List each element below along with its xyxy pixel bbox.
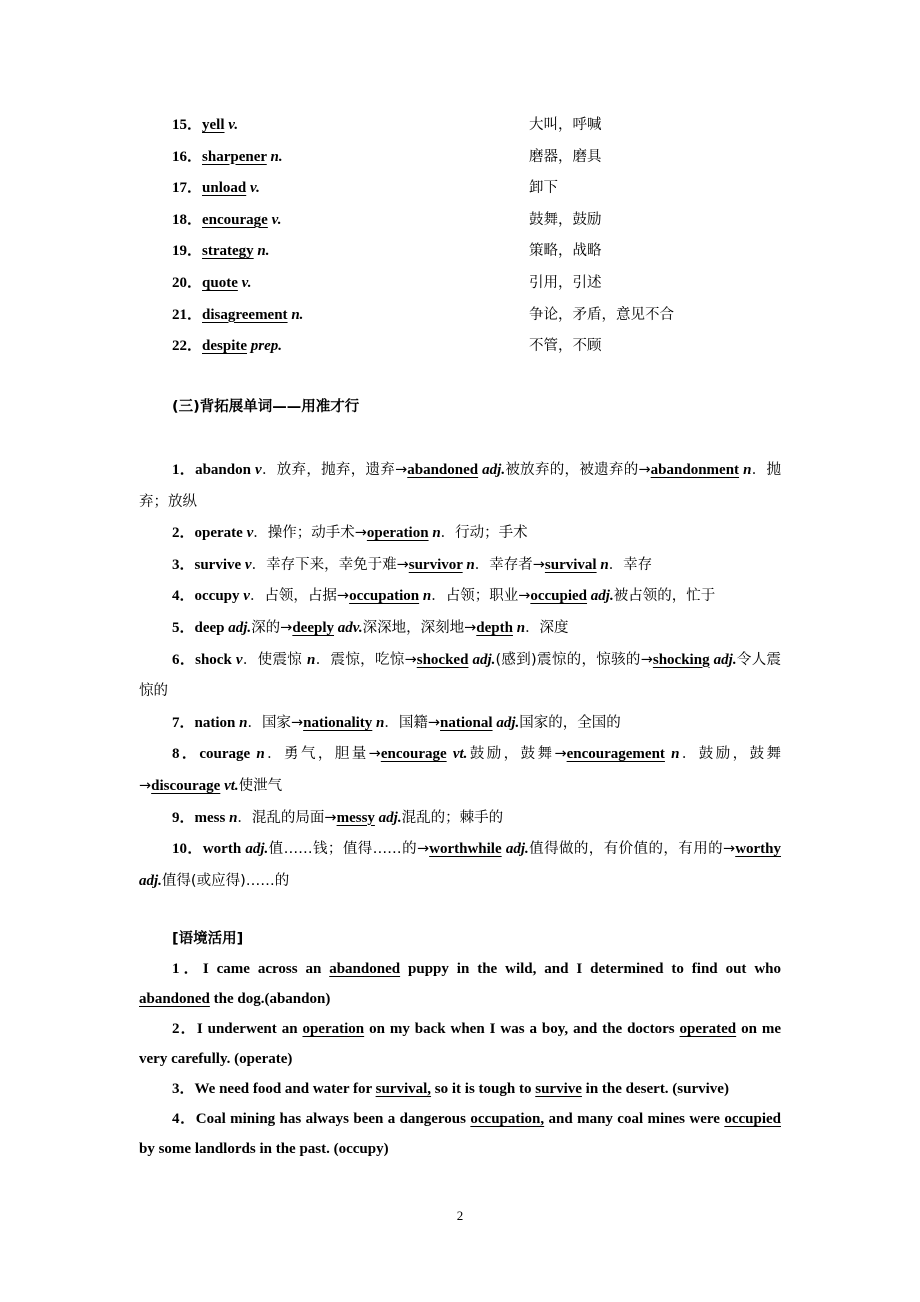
text-segment: on my back when I was a boy, and the doctors — [364, 1021, 680, 1037]
text-segment: 10．worth — [172, 841, 246, 858]
context-sentence — [139, 1014, 781, 1074]
text-segment: 5．deep — [172, 619, 229, 636]
answer-word: nationality — [303, 714, 373, 731]
context-sentence — [139, 1074, 781, 1104]
vocab-pos: n. — [270, 148, 283, 165]
text-segment: 2．I underwent an — [172, 1021, 303, 1037]
vocab-number: 16． — [172, 148, 203, 165]
vocab-row — [172, 145, 732, 165]
part-of-speech: n — [600, 556, 609, 573]
part-of-speech: n — [422, 588, 432, 605]
part-of-speech: n — [307, 651, 316, 668]
text-segment: 值……钱；值得……的→ — [268, 841, 430, 858]
answer-word: operation — [302, 1021, 365, 1037]
extended-word-entry — [139, 581, 781, 613]
extended-word-entry — [139, 803, 781, 835]
vocab-meaning: 大叫，呼喊 — [529, 117, 602, 133]
text-segment: 1．I came across an — [172, 961, 330, 977]
vocab-number: 22． — [172, 338, 203, 355]
answer-word: survival — [544, 556, 597, 573]
part-of-speech: adj. — [496, 714, 520, 731]
part-of-speech: n — [239, 714, 248, 731]
part-of-speech: n — [671, 746, 680, 763]
answer-word: occupation, — [470, 1111, 545, 1127]
text-segment: and many coal mines were — [544, 1111, 725, 1127]
answer-word: encourage — [380, 746, 447, 763]
text-segment: ．行动；手术 — [440, 525, 528, 542]
vocab-meaning: 磨器，磨具 — [529, 148, 602, 165]
vocab-term — [172, 271, 251, 292]
text-segment: ．幸存者→ — [474, 556, 545, 573]
answer-word: messy — [336, 809, 375, 826]
text-segment: 1．abandon — [172, 462, 255, 478]
vocab-number: 15． — [172, 117, 203, 133]
part-of-speech: adj. — [505, 841, 529, 858]
vocab-term — [172, 113, 238, 134]
vocab-word: strategy — [202, 243, 254, 260]
part-of-speech: vt. — [224, 777, 239, 794]
answer-word: abandoned — [139, 991, 210, 1007]
vocab-row — [172, 113, 732, 133]
vocab-meaning: 引用，引述 — [529, 275, 602, 291]
part-of-speech: adj. — [228, 619, 252, 636]
text-segment: ．放弃，抛弃，遗弃→ — [261, 462, 408, 478]
vocab-word: quote — [202, 275, 238, 291]
vocab-word: unload — [202, 180, 247, 197]
extended-word-entry — [139, 739, 781, 802]
text-segment: ．国籍→ — [384, 714, 441, 731]
part-of-speech: vt. — [452, 746, 468, 763]
text-segment: ．混乱的局面→ — [237, 809, 337, 826]
text-segment: 深深地，深刻地→ — [362, 619, 477, 636]
part-of-speech: v — [235, 651, 243, 668]
text-segment: 国家的，全国的 — [519, 714, 621, 731]
context-heading-text: [语境活用] — [172, 931, 244, 947]
vocab-term — [172, 145, 283, 166]
text-segment: 令人震惊的 — [139, 651, 782, 700]
answer-word: shocked — [416, 651, 469, 668]
text-segment: in the desert. (survive) — [581, 1081, 729, 1097]
answer-word: worthwhile — [429, 841, 502, 858]
extended-word-entry — [139, 455, 781, 518]
extended-word-entry — [139, 550, 781, 582]
vocab-pos: v. — [249, 180, 260, 197]
answer-word: abandonment — [650, 462, 740, 478]
text-segment: ．使震惊 — [242, 651, 308, 668]
text-segment: 鼓励，鼓舞→ — [467, 746, 567, 763]
part-of-speech: adj. — [472, 651, 496, 668]
text-segment: 3．survive — [172, 556, 245, 573]
answer-word: depth — [476, 619, 513, 636]
text-segment: 被放弃的，被遗弃的→ — [505, 462, 651, 478]
vocab-number: 21． — [172, 306, 203, 323]
part-of-speech: adv. — [337, 619, 363, 636]
text-segment: so it is tough to — [431, 1081, 536, 1097]
answer-word: occupied — [724, 1111, 781, 1127]
vocab-row — [172, 303, 732, 323]
answer-word: occupation — [349, 588, 420, 605]
part-of-speech: v — [243, 588, 250, 605]
part-of-speech: n — [743, 462, 752, 478]
part-of-speech: v — [255, 462, 262, 478]
text-segment: on me very carefully. (operate) — [139, 1021, 781, 1067]
text-segment: 值得做的，有价值的，有用的→ — [528, 841, 736, 858]
text-segment: the dog.(abandon) — [209, 991, 331, 1007]
text-segment: ．抛弃；放纵 — [139, 462, 782, 510]
part-of-speech: adj. — [713, 651, 737, 668]
answer-word: occupied — [530, 588, 588, 605]
part-of-speech: adj. — [139, 872, 162, 889]
section-heading — [172, 395, 359, 416]
part-of-speech: v — [244, 556, 252, 573]
text-segment: 7．nation — [172, 714, 240, 731]
text-segment: ．鼓励，鼓舞→ — [139, 746, 782, 794]
text-segment: puppy in the wild, and I determined to find out who — [400, 961, 781, 977]
context-exercises — [139, 954, 781, 1164]
text-segment: by some landlords in the past. (occupy) — [139, 1141, 389, 1157]
vocab-number: 18． — [172, 211, 203, 228]
part-of-speech: adj. — [482, 462, 506, 478]
vocab-pos: n. — [291, 306, 304, 323]
part-of-speech: adj. — [245, 841, 269, 858]
text-segment: ．操作；动手术→ — [253, 525, 367, 542]
vocab-row — [172, 208, 732, 228]
text-segment: 9．mess — [172, 809, 230, 826]
text-segment: ．占领，占据→ — [249, 588, 350, 605]
text-segment: 4．Coal mining has always been a dangerous — [172, 1111, 471, 1127]
part-of-speech: n — [256, 746, 265, 763]
vocab-term — [172, 303, 303, 324]
vocab-row — [172, 239, 732, 259]
text-segment: 2．operate — [172, 525, 247, 542]
answer-word: abandoned — [407, 462, 479, 478]
section-heading-text: (三)背拓展单词——用准才行 — [172, 399, 360, 415]
text-segment: ．震惊，吃惊→ — [315, 651, 417, 668]
answer-word: shocking — [652, 651, 710, 668]
vocab-word: despite — [202, 338, 248, 355]
part-of-speech: adj. — [378, 809, 402, 826]
vocab-number: 17． — [172, 180, 203, 197]
answer-word: worthy — [735, 841, 782, 858]
text-segment: 6．shock — [172, 651, 236, 668]
answer-word: abandoned — [329, 961, 401, 977]
vocab-pos: n. — [257, 243, 270, 260]
text-segment: 3．We need food and water for — [172, 1081, 376, 1097]
answer-word: encouragement — [566, 746, 665, 763]
answer-word: discourage — [151, 777, 221, 794]
text-segment: 混乱的；棘手的 — [401, 809, 504, 826]
vocab-row — [172, 334, 732, 354]
context-heading — [139, 927, 243, 948]
vocab-row — [172, 271, 732, 291]
vocab-pos: v. — [228, 117, 239, 133]
vocab-term — [172, 208, 281, 229]
context-sentence — [139, 1104, 781, 1164]
vocab-meaning: 不管，不顾 — [529, 338, 602, 355]
vocab-meaning: 鼓舞，鼓励 — [529, 211, 602, 228]
vocab-word: yell — [202, 117, 225, 133]
vocab-term — [172, 239, 270, 260]
text-segment: 8．courage — [172, 746, 257, 763]
part-of-speech: n — [432, 525, 441, 542]
part-of-speech: n — [466, 556, 475, 573]
vocab-pos: v. — [271, 211, 282, 228]
vocab-row — [172, 176, 732, 196]
text-segment: (感到)震惊的，惊骇的→ — [495, 651, 653, 668]
vocab-word: encourage — [202, 211, 268, 228]
text-segment: 4．occupy — [172, 588, 244, 605]
extended-word-entry — [139, 518, 781, 550]
text-segment: ．深度 — [525, 619, 569, 636]
text-segment: ．幸存 — [608, 556, 653, 573]
page-number: 2 — [456, 1208, 464, 1223]
text-segment: 深的→ — [251, 619, 293, 636]
vocab-term — [172, 334, 282, 355]
answer-word: survive — [535, 1081, 582, 1097]
answer-word: survivor — [408, 556, 463, 573]
context-sentence — [139, 954, 781, 1014]
part-of-speech: v — [246, 525, 254, 542]
vocab-number: 19． — [172, 243, 203, 260]
answer-word: survival, — [375, 1081, 432, 1097]
part-of-speech: n — [516, 619, 526, 636]
vocab-pos: v. — [241, 275, 252, 291]
part-of-speech: n — [229, 809, 238, 826]
text-segment: ．占领；职业→ — [431, 588, 531, 605]
extended-words-list — [139, 455, 781, 897]
answer-word: deeply — [292, 619, 335, 636]
extended-word-entry — [139, 645, 781, 708]
vocab-meaning: 策略，战略 — [529, 243, 602, 260]
vocab-meaning: 争论，矛盾，意见不合 — [529, 306, 674, 323]
text-segment: ．国家→ — [247, 714, 304, 731]
text-segment: 被占领的，忙于 — [613, 588, 716, 605]
part-of-speech: adj. — [590, 588, 614, 605]
vocab-meaning: 卸下 — [529, 180, 558, 197]
text-segment: 使泄气 — [238, 777, 283, 794]
text-segment: 值得(或应得)……的 — [161, 872, 290, 889]
extended-word-entry — [139, 708, 781, 740]
vocab-word: disagreement — [202, 306, 288, 323]
answer-word: operated — [679, 1021, 737, 1037]
extended-word-entry — [139, 613, 781, 645]
vocab-word: sharpener — [202, 148, 267, 165]
vocab-number: 20． — [172, 275, 203, 291]
vocab-term — [172, 176, 260, 197]
extended-word-entry — [139, 834, 781, 897]
text-segment: ．幸存下来，幸免于难→ — [251, 556, 409, 573]
text-segment: ．勇气，胆量→ — [264, 746, 381, 763]
answer-word: national — [440, 714, 493, 731]
part-of-speech: n — [376, 714, 385, 731]
answer-word: operation — [366, 525, 429, 542]
vocab-pos: prep. — [250, 338, 283, 355]
